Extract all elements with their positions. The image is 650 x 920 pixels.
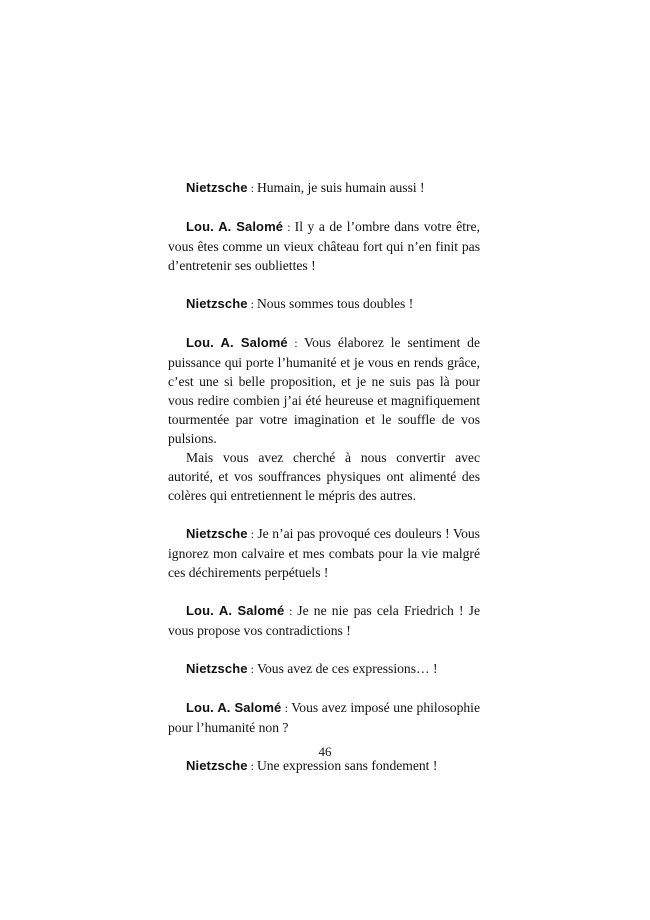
line-text: Je n’ai pas provoqué ces douleurs ! Vous ignorez mon calvaire et mes combats pour la vie malgré ces déchirements perpétuels ! [168,526,480,580]
speaker-name: Lou. A. Salomé [186,335,288,350]
line-text: Humain, je suis humain aussi ! [256,180,425,195]
line-text: Je ne nie pas cela Friedrich ! Je vous propose vos contradictions ! [168,603,480,638]
speaker-separator: : [283,220,295,234]
dialogue-line [168,659,480,679]
speaker-separator: : [247,527,258,541]
speaker-separator: : [287,336,305,350]
dialogue-line [168,294,480,314]
dialogue-line [168,601,480,640]
line-text: Il y a de l’ombre dans votre être, vous êtes comme un vieux château fort qui n’en finit pas d’entretenir ses oubliettes ! [168,219,480,273]
line-text: Une expression sans fondement ! [256,758,438,773]
dialogue-continuation [168,448,480,505]
speaker-name: Lou. A. Salomé [186,603,285,618]
line-text: Vous avez de ces expressions… ! [256,661,438,676]
speaker-name: Lou. A. Salomé [186,219,284,234]
speaker-name: Nietzsche [186,180,248,195]
dialogue-line [168,698,480,737]
speaker-name: Nietzsche [186,758,248,773]
page-number: 46 [318,744,332,759]
dialogue-line [168,524,480,582]
speaker-separator: : [247,759,257,773]
dialogue-line [168,178,480,198]
speaker-separator: : [284,604,298,618]
line-text: Vous avez imposé une philosophie pour l’humanité non ? [168,700,480,735]
speaker-name: Nietzsche [186,661,248,676]
line-text: Nous sommes tous doubles ! [256,296,414,311]
line-text: Mais vous avez cherché à nous convertir avec autorité, et vos souffrances physiques ont alimenté des colères qui entretiennent le mépris des autres. [168,450,480,503]
speaker-separator: : [247,181,257,195]
speaker-separator: : [247,662,257,676]
speaker-separator: : [281,701,292,715]
dialogue-line [168,217,480,275]
speaker-name: Nietzsche [186,296,248,311]
speaker-name: Nietzsche [186,526,248,541]
dialogue-line [168,333,480,448]
speaker-name: Lou. A. Salomé [186,700,282,715]
dialogue-text [168,178,480,795]
line-text: Vous élaborez le sentiment de puissance qui porte l’humanité et je vous en rends grâce, c’est une si belle proposition, et je ne suis pas là pour vous redire combien j’ai été heureuse et magnifiquement tourmentée par votre imagination et le souffle de vos pulsions. [168,335,480,446]
speaker-separator: : [247,297,257,311]
